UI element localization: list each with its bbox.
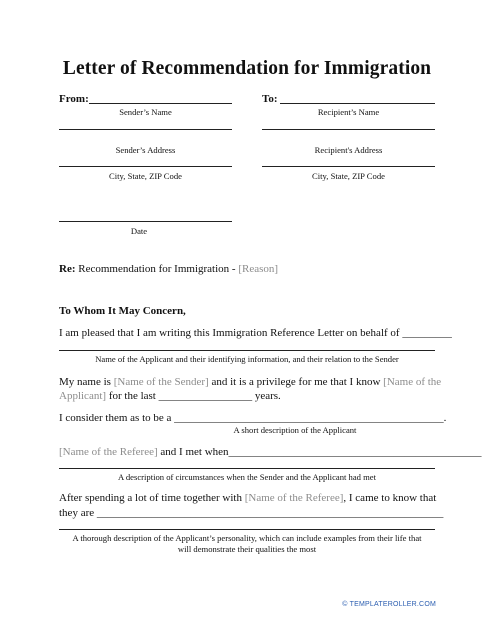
para5-bracket: [ (244, 492, 249, 504)
to-label: To: (262, 93, 278, 105)
sender-name-caption: Sender’s Name (119, 107, 172, 117)
sender-name-line[interactable] (89, 103, 232, 104)
recipient-name-line[interactable] (280, 103, 435, 104)
applicant-name-placeholder[interactable]: Name of the (386, 376, 442, 388)
salutation: To Whom It May Concern, (59, 305, 186, 317)
para5-bracket: ] (339, 492, 344, 504)
para2-line2 (59, 389, 281, 403)
sender-address-caption: Sender’s Address (115, 145, 176, 155)
para5-caption-2: will demonstrate their qualities the most (177, 544, 317, 554)
para5-text-1: After spending a lot of time together with (59, 492, 245, 504)
recipient-address-caption: Recipient's Address (314, 145, 383, 155)
recipient-city-line[interactable] (262, 166, 435, 167)
referee-name-placeholder[interactable]: Name of the Referee (62, 446, 154, 458)
reason-placeholder[interactable]: Reason (242, 263, 275, 275)
para5-line2: they are _______________________________________________________________ (59, 507, 444, 519)
applicant-info-line[interactable] (59, 350, 435, 351)
footer-link[interactable] (342, 601, 436, 608)
sender-address-line[interactable] (59, 129, 232, 130)
para2-line1 (59, 375, 441, 389)
from-label: From: (59, 93, 89, 105)
para5-line1 (59, 491, 435, 505)
referee-name-placeholder[interactable]: Name of the Referee (248, 492, 340, 504)
copyright-icon: © (342, 601, 348, 608)
para4-bracket: ] (153, 446, 158, 458)
para5-text-2: , I came to know that (343, 492, 437, 504)
re-line (59, 262, 278, 276)
para2-bracket: ] (102, 390, 107, 402)
para3-text: I consider them as to be a _________________________________________________. (59, 412, 447, 424)
para4-text (59, 445, 482, 459)
para2-bracket: [ (113, 376, 118, 388)
para3-caption: A short description of the Applicant (233, 425, 357, 435)
re-label: Re: (59, 263, 76, 275)
footer-text: TEMPLATEROLLER.COM (349, 601, 436, 608)
recipient-city-caption: City, State, ZIP Code (312, 171, 385, 181)
para4-text-1: and I met when______________________________________________ (157, 446, 482, 458)
para2-bracket: [ (383, 376, 387, 388)
para2-bracket: ] (205, 376, 209, 388)
para2-text-2: and it is a privilege for me that I know (208, 376, 384, 388)
para2-text-1: My name is (59, 376, 114, 388)
applicant-name-placeholder-cont[interactable]: Applicant (59, 390, 103, 402)
para2-text-3: for the last _________________ years. (106, 390, 281, 402)
recipient-address-line[interactable] (262, 129, 435, 130)
circumstances-line[interactable] (59, 468, 435, 469)
personality-line[interactable] (59, 529, 435, 530)
para1-text: I am pleased that I am writing this Immigration Reference Letter on behalf of _________ (59, 327, 452, 339)
sender-city-line[interactable] (59, 166, 232, 167)
para4-caption: A description of circumstances when the Sender and the Applicant had met (118, 472, 376, 482)
sender-name-placeholder[interactable]: Name of the Sender (117, 376, 206, 388)
re-bracket-open: [ (238, 263, 242, 275)
re-text: Recommendation for Immigration - (78, 263, 239, 275)
document-title: Letter of Recommendation for Immigration (62, 58, 432, 79)
re-bracket-close: ] (274, 263, 279, 275)
date-line[interactable] (59, 221, 232, 222)
para5-caption-1: A thorough description of the Applicant’s personality, which can include examples from their life that (72, 533, 422, 543)
para1-caption: Name of the Applicant and their identifying information, and their relation to the Sender (95, 354, 399, 364)
recipient-name-caption: Recipient’s Name (317, 107, 380, 117)
sender-city-caption: City, State, ZIP Code (109, 171, 182, 181)
date-caption: Date (130, 226, 148, 236)
para4-bracket: [ (59, 446, 63, 458)
